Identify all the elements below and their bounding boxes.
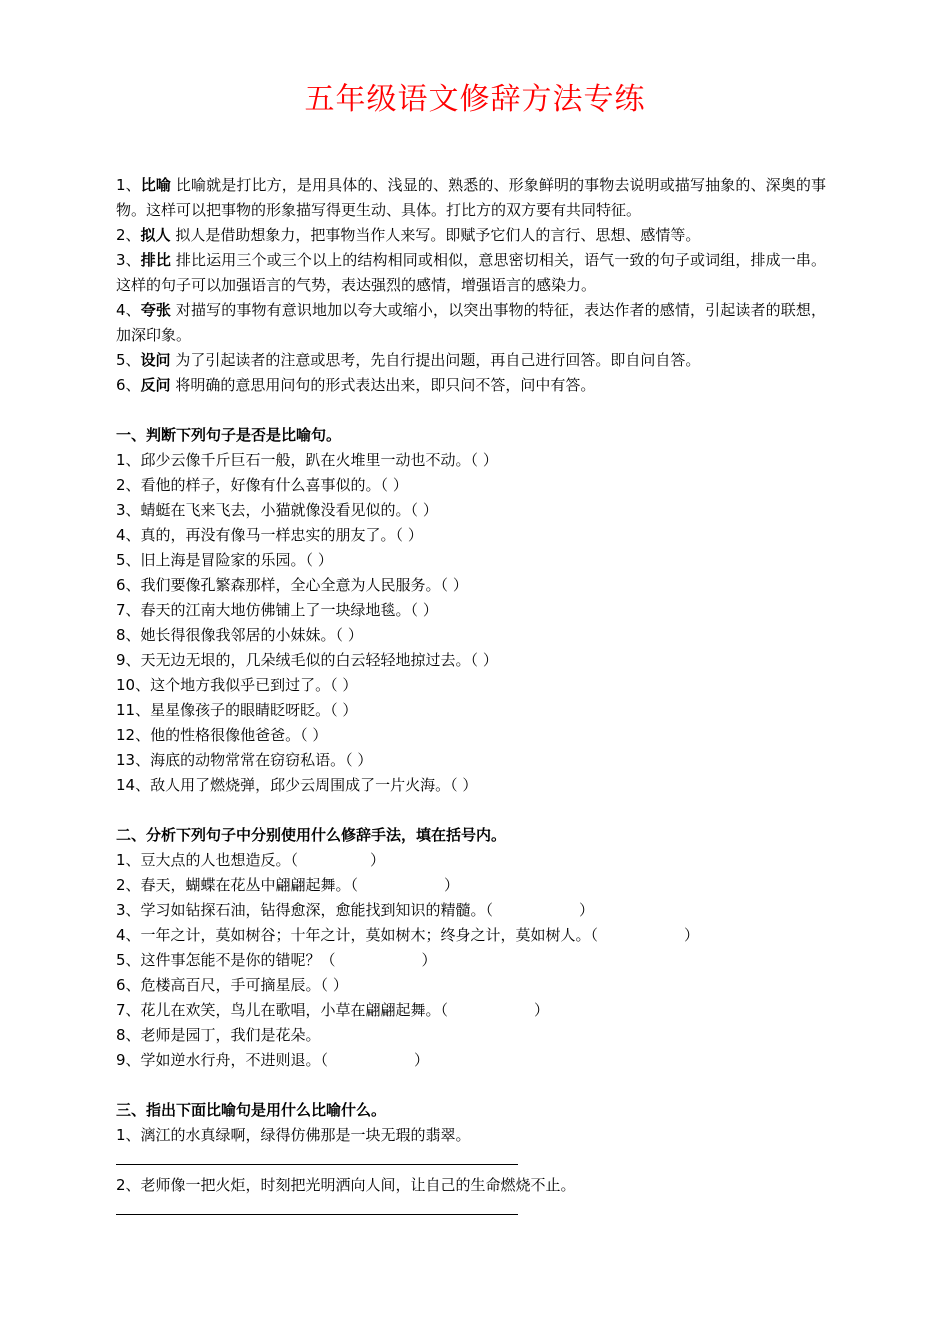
- question-item: 13、海底的动物常常在窃窃私语。（ ）: [116, 751, 373, 769]
- section-rhetoric: [116, 823, 826, 1073]
- definition-number: 6、: [116, 376, 141, 394]
- question-item: 4、真的，再没有像马一样忠实的朋友了。（ ）: [116, 526, 423, 544]
- definition-item: [116, 348, 826, 373]
- definition-number: 1、: [116, 176, 141, 194]
- spacer: [116, 398, 826, 423]
- worksheet-content: [116, 173, 826, 1223]
- question-item: 6、我们要像孔繁森那样，全心全意为人民服务。（ ）: [116, 576, 468, 594]
- close-paren: ）: [370, 851, 386, 869]
- definition-text: 为了引起读者的注意或思考，先自行提出问题，再自己进行回答。即自问自答。: [170, 351, 701, 369]
- question-item: 11、星星像孩子的眼睛眨呀眨。（ ）: [116, 701, 358, 719]
- definition-item: [116, 248, 826, 298]
- answer-line[interactable]: [116, 1148, 826, 1173]
- definition-text: 比喻就是打比方，是用具体的、浅显的、熟悉的、形象鲜明的事物去说明或描写抽象的、深奥的事物。这样可以把事物的形象描写得更生动、具体。打比方的双方要有共同特征。: [116, 176, 826, 219]
- question-item: 7、春天的江南大地仿佛铺上了一块绿地毯。（ ）: [116, 601, 438, 619]
- question-item: 8、她长得很像我邻居的小妹妹。（ ）: [116, 626, 363, 644]
- question-text: 6、危楼高百尺，手可摘星辰。（ ）: [116, 976, 348, 994]
- question-item: [116, 873, 826, 898]
- question-item: [116, 1023, 826, 1048]
- definition-number: 3、: [116, 251, 141, 269]
- question-item: [116, 923, 826, 948]
- question-item: 1、漓江的水真绿啊，绿得仿佛那是一块无瑕的翡翠。: [116, 1126, 471, 1144]
- close-paren: ）: [414, 1051, 430, 1069]
- definition-term: 比喻: [140, 176, 172, 194]
- question-text: 3、学习如钻探石油，钻得愈深，愈能找到知识的精髓。（: [116, 901, 494, 919]
- definition-text: 排比运用三个或三个以上的结构相同或相似，意思密切相关，语气一致的句子或词组，排成一串。这样的句子可以加强语言的气势，表达强烈的感情，增强语言的感染力。: [116, 251, 826, 294]
- question-text: 4、一年之计，莫如树谷；十年之计，莫如树木；终身之计，莫如树人。（: [116, 926, 599, 944]
- question-item: 3、蜻蜓在飞来飞去，小猫就像没看见似的。（ ）: [116, 501, 438, 519]
- definition-number: 5、: [116, 351, 141, 369]
- definition-item: [116, 223, 826, 248]
- underline-rule: [116, 1214, 518, 1215]
- question-text: 5、这件事怎能不是你的错呢？（: [116, 951, 336, 969]
- question-item: 2、看他的样子，好像有什么喜事似的。（ ）: [116, 476, 408, 494]
- definition-text: 拟人是借助想象力，把事物当作人来写。即赋予它们人的言行、思想、感情等。: [170, 226, 701, 244]
- question-text: 2、春天，蝴蝶在花丛中翩翩起舞。（: [116, 876, 359, 894]
- definitions: [116, 173, 826, 398]
- spacer: [116, 798, 826, 823]
- question-text: 7、花儿在欢笑，鸟儿在歌唱，小草在翩翩起舞。（: [116, 1001, 449, 1019]
- question-item: [116, 898, 826, 923]
- section-title: 二、分析下列句子中分别使用什么修辞手法，填在括号内。: [116, 826, 507, 844]
- section-metaphor: [116, 1098, 826, 1223]
- answer-line[interactable]: [116, 1198, 826, 1223]
- question-item: [116, 998, 826, 1023]
- close-paren: ）: [534, 1001, 550, 1019]
- definition-text: 将明确的意思用问句的形式表达出来，即只问不答，问中有答。: [170, 376, 596, 394]
- spacer: [116, 1073, 826, 1098]
- question-item: 2、老师像一把火炬，时刻把光明洒向人间，让自己的生命燃烧不止。: [116, 1176, 576, 1194]
- definition-term: 排比: [140, 251, 172, 269]
- definition-number: 4、: [116, 301, 141, 319]
- definition-item: [116, 298, 826, 348]
- definition-term: 拟人: [140, 226, 171, 244]
- definition-item: [116, 373, 826, 398]
- definition-item: [116, 173, 826, 223]
- page-title: 五年级语文修辞方法专练: [304, 82, 646, 117]
- definition-term: 反问: [140, 376, 171, 394]
- question-text: 1、豆大点的人也想造反。（: [116, 851, 299, 869]
- definition-term: 夸张: [140, 301, 172, 319]
- question-item: [116, 973, 826, 998]
- question-item: [116, 1048, 826, 1073]
- close-paren: ）: [579, 901, 595, 919]
- definition-number: 2、: [116, 226, 141, 244]
- question-item: 12、他的性格很像他爸爸。（ ）: [116, 726, 328, 744]
- close-paren: ）: [421, 951, 437, 969]
- question-item: [116, 948, 826, 973]
- underline-rule: [116, 1164, 518, 1165]
- section-title: 三、指出下面比喻句是用什么比喻什么。: [116, 1101, 387, 1119]
- question-item: 9、天无边无垠的，几朵绒毛似的白云轻轻地掠过去。（ ）: [116, 651, 498, 669]
- question-item: 1、邱少云像千斤巨石一般，趴在火堆里一动也不动。（ ）: [116, 451, 498, 469]
- question-item: [116, 848, 826, 873]
- question-item: 14、敌人用了燃烧弹，邱少云周围成了一片火海。（ ）: [116, 776, 478, 794]
- definition-term: 设问: [140, 351, 171, 369]
- question-text: 9、学如逆水行舟，不进则退。（: [116, 1051, 329, 1069]
- section-title: 一、判断下列句子是否是比喻句。: [116, 426, 342, 444]
- definition-text: 对描写的事物有意识地加以夸大或缩小，以突出事物的特征，表达作者的感情，引起读者的联想，加深印象。: [116, 301, 826, 344]
- close-paren: ）: [444, 876, 460, 894]
- section-judge: [116, 423, 826, 798]
- question-text: 8、老师是园丁，我们是花朵。: [116, 1026, 321, 1044]
- question-item: 5、旧上海是冒险家的乐园。（ ）: [116, 551, 333, 569]
- close-paren: ）: [684, 926, 700, 944]
- question-item: 10、这个地方我似乎已到过了。（ ）: [116, 676, 358, 694]
